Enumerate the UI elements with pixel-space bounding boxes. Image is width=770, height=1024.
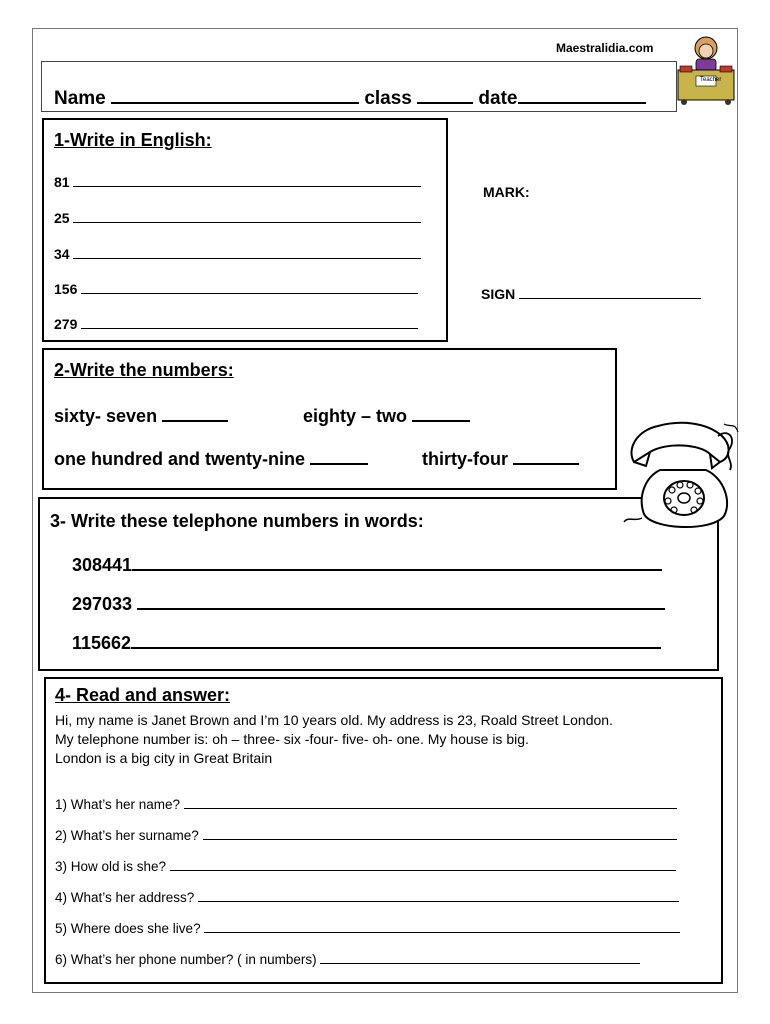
phone-number: 115662 (72, 633, 132, 653)
section-write-in-english (42, 118, 448, 342)
phone-number: 297033 (72, 594, 133, 614)
name-field[interactable] (111, 86, 359, 104)
teacher-illustration-icon (674, 34, 738, 106)
answer-field[interactable] (81, 281, 418, 294)
section2-title: 2-Write the numbers: (54, 360, 234, 380)
phone-words-field[interactable] (137, 592, 665, 610)
phone-row (72, 592, 665, 615)
reading-passage (55, 711, 613, 768)
question-text: 1) What’s her name? (55, 797, 181, 812)
english-row (54, 210, 421, 226)
words-row (303, 404, 470, 427)
name-label: Name (54, 88, 106, 109)
question-text: 5) Where does she live? (55, 921, 201, 936)
phone-words-field[interactable] (132, 553, 662, 571)
question-row (55, 921, 680, 936)
sign-field[interactable] (519, 286, 701, 299)
section-write-the-numbers (42, 348, 617, 490)
section4-title: 4- Read and answer: (55, 685, 231, 705)
number-label: 25 (54, 210, 70, 226)
words-label: sixty- seven (54, 406, 158, 426)
class-field[interactable] (417, 86, 473, 104)
number-answer-field[interactable] (412, 404, 470, 422)
class-label: class (364, 88, 412, 109)
number-answer-field[interactable] (513, 447, 579, 465)
answer-field[interactable] (203, 828, 677, 840)
question-row (55, 952, 640, 967)
words-row (54, 404, 228, 427)
question-text: 4) What’s her address? (55, 890, 195, 905)
question-text: 2) What’s her surname? (55, 828, 199, 843)
sign-line (481, 286, 701, 302)
words-row (54, 447, 368, 470)
english-row (54, 281, 418, 297)
number-label: 81 (54, 174, 70, 190)
student-info-box (41, 61, 677, 112)
teacher-sign: Teacher (700, 77, 722, 83)
phone-words-field[interactable] (131, 631, 661, 649)
question-text: 6) What’s her phone number? ( in numbers) (55, 952, 317, 967)
question-row (55, 828, 677, 843)
mark-label: MARK: (483, 184, 530, 200)
site-brand: Maestralidia.com (556, 41, 654, 55)
number-answer-field[interactable] (162, 404, 228, 422)
passage-line: London is a big city in Great Britain (55, 750, 273, 766)
phone-row (72, 553, 662, 576)
telephone-icon (620, 418, 740, 542)
question-text: 3) How old is she? (55, 859, 167, 874)
question-row (55, 890, 679, 905)
answer-field[interactable] (184, 797, 677, 809)
question-row (55, 797, 677, 812)
answer-field[interactable] (320, 952, 640, 964)
answer-field[interactable] (73, 174, 421, 187)
question-row (55, 859, 676, 874)
words-label: thirty-four (422, 449, 508, 469)
student-info-line (54, 86, 646, 110)
section1-title: 1-Write in English: (54, 130, 212, 150)
passage-line: My telephone number is: oh – three- six -four- five- oh- one. My house is big. (55, 731, 529, 747)
section-read-and-answer (44, 677, 723, 984)
date-field[interactable] (518, 86, 646, 104)
number-label: 279 (54, 316, 78, 332)
answer-field[interactable] (198, 890, 679, 902)
section-telephone-numbers (38, 497, 719, 671)
passage-line: Hi, my name is Janet Brown and I’m 10 years old. My address is 23, Roald Street London. (55, 712, 613, 728)
words-label: one hundred and twenty-nine (54, 449, 305, 469)
date-label: date (478, 88, 518, 109)
answer-field[interactable] (204, 921, 680, 933)
number-answer-field[interactable] (310, 447, 368, 465)
answer-field[interactable] (73, 210, 421, 223)
english-row (54, 316, 418, 332)
words-label: eighty – two (303, 406, 408, 426)
answer-field[interactable] (170, 859, 676, 871)
english-row (54, 246, 421, 262)
section3-title: 3- Write these telephone numbers in words: (50, 511, 424, 531)
answer-field[interactable] (73, 246, 421, 259)
answer-field[interactable] (81, 316, 418, 329)
english-row (54, 174, 421, 190)
number-label: 156 (54, 281, 78, 297)
words-row (422, 447, 579, 470)
number-label: 34 (54, 246, 70, 262)
phone-number: 308441 (72, 555, 133, 575)
phone-row (72, 631, 661, 654)
sign-label: SIGN (481, 286, 516, 302)
